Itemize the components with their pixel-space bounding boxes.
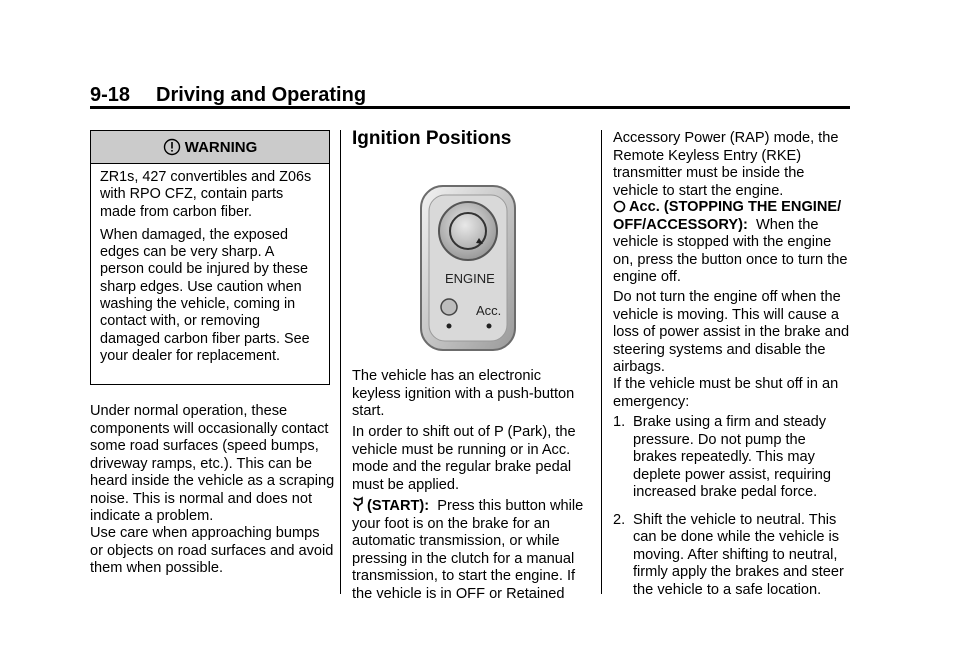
start-paragraph [352,496,587,603]
warning-text-1: ZR1s, 427 convertibles and Z06s with RPO CFZ, contain parts made from carbon fiber. [100,169,312,220]
start-label: (START): [367,498,430,514]
warning-box [90,130,330,385]
column-divider [601,130,602,594]
body-paragraph: Use care when approaching bumps or objects on road surfaces and avoid them when possible. [90,525,334,576]
figure-label-acc: Acc. [476,303,502,318]
list-number: 2. [613,511,626,528]
list-text: Shift the vehicle to neutral. This can be done while the vehicle is moving. After shifting to neutral, firmly apply the brakes and steer the vehicle to a safe location. [633,511,844,598]
body-paragraph: Do not turn the engine off when the vehicle is moving. This will cause a loss of power assist in the brake and steering systems and disable the airbags. [613,289,850,375]
acc-paragraph [613,199,853,287]
warning-text-2: When damaged, the exposed edges can be very sharp. A person could be injured by these sharp edges. Use caution when washing the vehicle, coming in contact with, or removing damaged carbon fiber parts. See your dealer for replacement. [100,226,310,364]
body-paragraph: Accessory Power (RAP) mode, the Remote Keyless Entry (RKE) transmitter must be inside the vehicle to start the engine. [613,130,839,199]
list-text: Brake using a firm and steady pressure. Do not pump the brakes repeatedly. This may deplete power assist, requiring increased brake pedal force. [633,414,831,500]
acc-text: When the vehicle is stopped with the engine on, press the button once to turn the engine off. [613,216,848,285]
acc-label: Acc. (STOPPING THE ENGINE/ OFF/ACCESSORY): [613,199,842,233]
list-item [613,414,853,502]
emergency-steps-list [613,414,853,609]
body-paragraph: In order to shift out of P (Park), the vehicle must be running or in Acc. mode and the regular brake pedal must be applied. [352,424,576,493]
body-paragraph: Under normal operation, these components will occasionally contact some road surfaces (speed bumps, driveway ramps, etc.). This can be heard inside the vehicle as a scraping noise. This is normal and does not indicate a problem. [90,403,335,524]
acc-circle-icon [613,200,626,213]
warning-title: WARNING [184,138,258,156]
header-rule [90,106,850,109]
body-paragraph: The vehicle has an electronic keyless ignition with a push-button start. [352,368,575,419]
warning-icon [163,138,181,156]
body-paragraph: If the vehicle must be shut off in an emergency: [613,376,839,410]
column-divider [340,130,341,594]
page-number: 9-18 [90,84,131,106]
start-text: Press this button while your foot is on the brake for an automatic transmission, or while pressing in the clutch for a manual transmission, to start the engine. If the vehicle is in OFF or Retained [352,498,584,602]
list-item [613,512,853,600]
start-key-icon [352,496,364,512]
section-heading: Ignition Positions [352,128,512,149]
ignition-button-illustration [418,183,518,353]
list-number: 1. [613,414,626,430]
figure-label-engine: ENGINE [445,271,495,286]
section-title-header: Driving and Operating [156,84,367,106]
warning-header [91,131,329,164]
page-header [90,84,366,107]
